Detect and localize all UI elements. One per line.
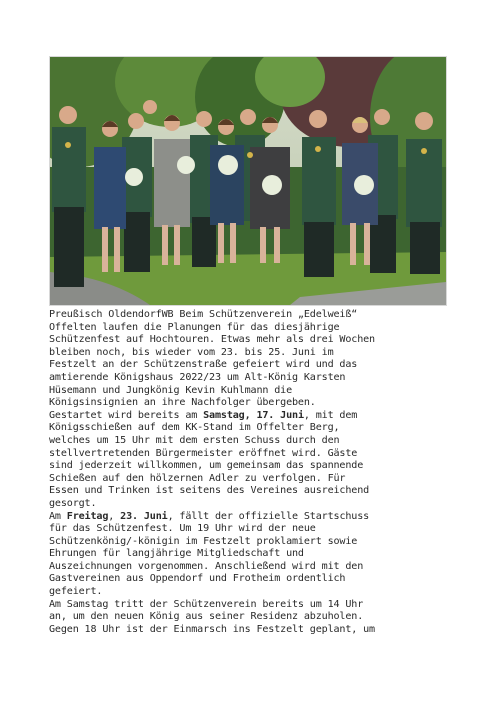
article-segment: für das Schützenfest. Um 19 Uhr wird der neue xyxy=(49,523,316,535)
article-segment: stellvertretenden Bürgermeister eröffnet wird. Gäste xyxy=(49,447,358,459)
article-segment: an, um den neuen König aus seiner Residenz abzuholen. xyxy=(49,611,364,623)
article-segment: Königsinsignien an ihre Nachfolger übergeben. xyxy=(49,397,316,409)
article-line xyxy=(49,448,459,461)
article-line xyxy=(49,561,459,574)
article-segment: Gastvereinen aus Oppendorf und Frotheim ordentlich xyxy=(49,573,346,585)
article-segment: gefeiert. xyxy=(49,586,103,598)
article-line xyxy=(49,536,459,549)
article-segment: Am xyxy=(49,510,67,522)
article-segment: Schützenfest auf Hochtouren. Etwas mehr als drei Wochen xyxy=(49,334,375,346)
article-segment: Ehrungen für langjährige Mitgliedschaft und xyxy=(49,548,304,560)
article-segment: welches um 15 Uhr mit dem ersten Schuss durch den xyxy=(49,434,340,446)
article-segment: Königsschießen auf dem KK-Stand im Offelter Berg, xyxy=(49,422,340,434)
group-photo-illustration xyxy=(50,57,446,305)
article-segment: , xyxy=(108,510,121,522)
article-emphasis: Freitag xyxy=(66,510,109,522)
article-line xyxy=(49,410,459,423)
article-segment: Schützenkönig/-königin im Festzelt proklamiert sowie xyxy=(49,535,358,547)
article-segment: Essen und Trinken ist seitens des Vereines ausreichend xyxy=(49,485,370,497)
article-line xyxy=(49,460,459,473)
article-line xyxy=(49,586,459,599)
article-line xyxy=(49,397,459,410)
article-segment: Offelten laufen die Planungen für das diesjährige xyxy=(49,321,340,333)
article-line xyxy=(49,498,459,511)
article-line xyxy=(49,322,459,335)
article-segment: Festzelt an der Schützenstraße gefeiert wird und das xyxy=(49,359,358,371)
article-line xyxy=(49,435,459,448)
article-line xyxy=(49,309,459,322)
article-line xyxy=(49,422,459,435)
article-line xyxy=(49,359,459,372)
article-line xyxy=(49,385,459,398)
article-line xyxy=(49,347,459,360)
article-segment: , fällt der offizielle Startschuss xyxy=(167,510,370,522)
article-emphasis: Samstag, 17. Juni xyxy=(203,409,304,421)
article-emphasis: 23. Juni xyxy=(120,510,168,522)
article-segment: Schießen auf den hölzernen Adler zu verfolgen. Für xyxy=(49,472,346,484)
article-segment: bleiben noch, bis wieder vom 23. bis 25. Juni im xyxy=(49,346,334,358)
article-segment: Preußisch OldendorfWB Beim Schützenverein „Edelweiß“ xyxy=(49,309,358,320)
article-photo xyxy=(49,56,447,306)
article-segment: Am Samstag tritt der Schützenverein bereits um 14 Uhr xyxy=(49,598,364,610)
article-line xyxy=(49,485,459,498)
article-line xyxy=(49,611,459,624)
article-text xyxy=(49,309,459,636)
article-line xyxy=(49,624,459,637)
article-segment: Hüsemann und Jungkönig Kevin Kuhlmann die xyxy=(49,384,293,396)
article-segment: Gegen 18 Uhr ist der Einmarsch ins Festzelt geplant, um xyxy=(49,623,375,635)
article-segment: gesorgt. xyxy=(49,497,97,509)
article-segment: Auszeichnungen vorgenommen. Anschließend wird mit den xyxy=(49,560,364,572)
article-line xyxy=(49,599,459,612)
article-segment: Gestartet wird bereits am xyxy=(49,409,204,421)
article-segment: amtierende Königshaus 2022/23 um Alt-König Karsten xyxy=(49,371,346,383)
article-line xyxy=(49,523,459,536)
article-line xyxy=(49,473,459,486)
article-line xyxy=(49,372,459,385)
article-segment: , mit dem xyxy=(303,409,358,421)
article-line xyxy=(49,511,459,524)
article-line xyxy=(49,334,459,347)
article-line xyxy=(49,573,459,586)
article-segment: sind jederzeit willkommen, um gemeinsam das spannende xyxy=(49,460,364,472)
article-line xyxy=(49,548,459,561)
